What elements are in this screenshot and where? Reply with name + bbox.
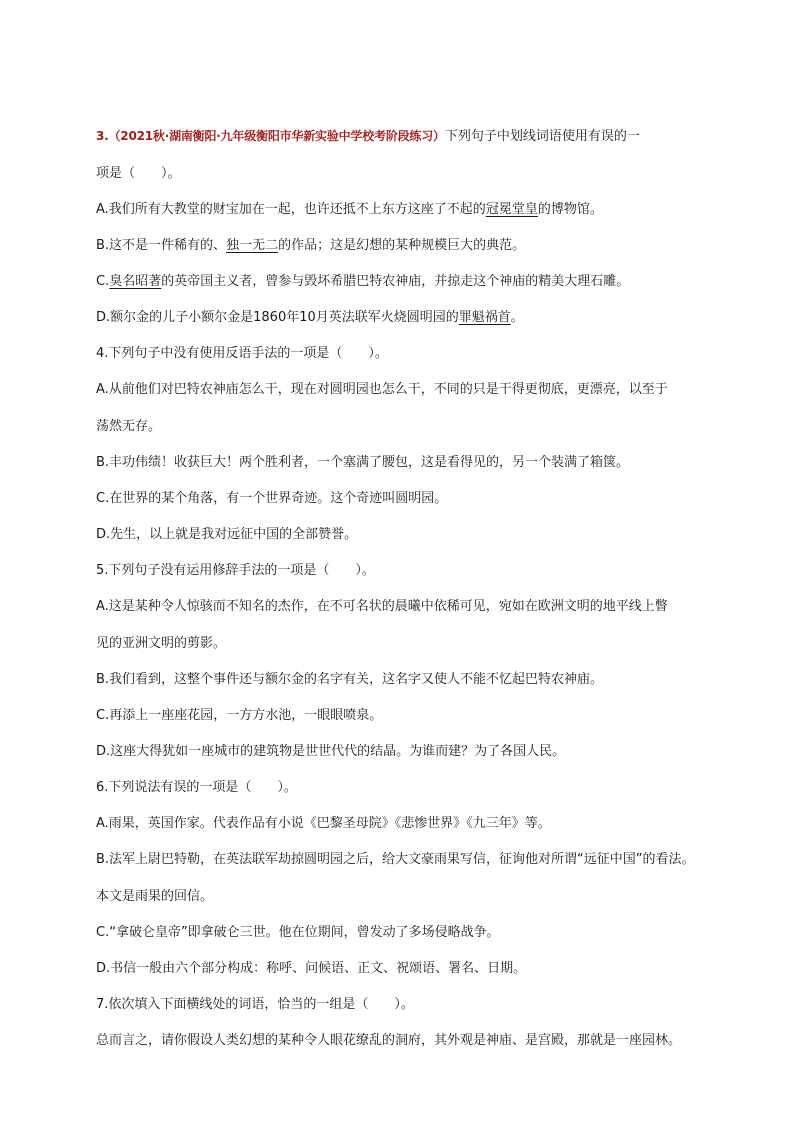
question-6-option-b: B.法军上尉巴特勒，在英法联军劫掠圆明园之后，给大文豪雨果写信，征询他对所谓“远征中国”的看法。 xyxy=(96,852,695,867)
question-6-option-a: A.雨果，英国作家。代表作品有小说《巴黎圣母院》《悲惨世界》《九三年》等。 xyxy=(96,816,551,831)
question-3-option-d: D.额尔金的儿子小额尔金是1860年10月英法联军火烧圆明园的罪魁祸首。 xyxy=(96,310,524,325)
question-4-stem: 4.下列句子中没有使用反语手法的一项是（ ）。 xyxy=(96,346,388,361)
question-list xyxy=(96,126,714,1067)
question-6-option-c: C.“拿破仑皇帝”即拿破仑三世。他在位期间，曾发动了多场侵略战争。 xyxy=(96,925,500,940)
question-3-option-a: A.我们所有大教堂的财宝加在一起，也许还抵不上东方这座了不起的冠冕堂皇的博物馆。 xyxy=(96,202,603,217)
underlined-term: 臭名昭著 xyxy=(109,274,162,289)
underlined-term: 冠冕堂皇 xyxy=(485,202,538,217)
question-4-option-b: B.丰功伟绩！收获巨大！两个胜利者，一个塞满了腰包，这是看得见的，另一个装满了箱箧。 xyxy=(96,455,630,470)
underlined-term: 独一无二 xyxy=(226,238,279,253)
question-6-option-d: D.书信一般由六个部分构成：称呼、问候语、正文、祝颂语、署名、日期。 xyxy=(96,961,527,976)
question-7-passage: 总而言之，请你假设人类幻想的某种令人眼花缭乱的洞府，其外观是神庙、是宫殿，那就是一座园林。 xyxy=(96,1033,682,1048)
question-5-option-d: D.这座大得犹如一座城市的建筑物是世世代代的结晶。为谁而建？为了各国人民。 xyxy=(96,744,566,759)
question-3-stem-cont: 项是（ ）。 xyxy=(96,166,181,181)
question-4-option-c: C.在世界的某个角落，有一个世界奇迹。这个奇迹叫圆明园。 xyxy=(96,491,448,506)
question-5-option-c: C.再添上一座座花园，一方方水池，一眼眼喷泉。 xyxy=(96,708,383,723)
question-6-stem: 6.下列说法有误的一项是（ ）。 xyxy=(96,780,297,795)
underlined-term: 罪魁祸首 xyxy=(458,310,511,325)
question-5 xyxy=(96,561,714,762)
question-4 xyxy=(96,344,714,545)
question-3 xyxy=(96,126,714,328)
question-4-option-a-cont: 荡然无存。 xyxy=(96,419,162,434)
question-5-option-b: B.我们看到，这整个事件还与额尔金的名字有关，这名字又使人不能不忆起巴特农神庙。 xyxy=(96,672,604,687)
question-4-option-a: A.从前他们对巴特农神庙怎么干，现在对圆明园也怎么干，不同的只是干得更彻底，更漂亮，以至于 xyxy=(96,382,668,397)
question-7-stem: 7.依次填入下面横线处的词语，恰当的一组是（ ）。 xyxy=(96,997,414,1012)
question-6 xyxy=(96,778,714,979)
question-6-option-b-cont: 本文是雨果的回信。 xyxy=(96,889,214,904)
question-3-option-c: C.臭名昭著的英帝国主义者，曾参与毁坏希腊巴特农神庙，并掠走这个神庙的精美大理石雕。 xyxy=(96,274,630,289)
question-7 xyxy=(96,995,714,1051)
question-3-option-b: B.这不是一件稀有的、独一无二的作品；这是幻想的某种规模巨大的典范。 xyxy=(96,238,526,253)
question-3-source: 3.（2021秋·湖南衡阳·九年级衡阳市华新实验中学校考阶段练习） xyxy=(96,129,445,143)
question-5-option-a-cont: 见的亚洲文明的剪影。 xyxy=(96,636,227,651)
question-5-option-a: A.这是某种令人惊骇而不知名的杰作，在不可名状的晨曦中依稀可见，宛如在欧洲文明的地平线上瞥 xyxy=(96,599,668,614)
question-3-stem: 3.（2021秋·湖南衡阳·九年级衡阳市华新实验中学校考阶段练习）下列句子中划线词语使用有误的一 xyxy=(96,129,640,144)
question-4-option-d: D.先生，以上就是我对远征中国的全部赞誉。 xyxy=(96,527,358,542)
question-5-stem: 5.下列句子没有运用修辞手法的一项是（ ）。 xyxy=(96,563,375,578)
